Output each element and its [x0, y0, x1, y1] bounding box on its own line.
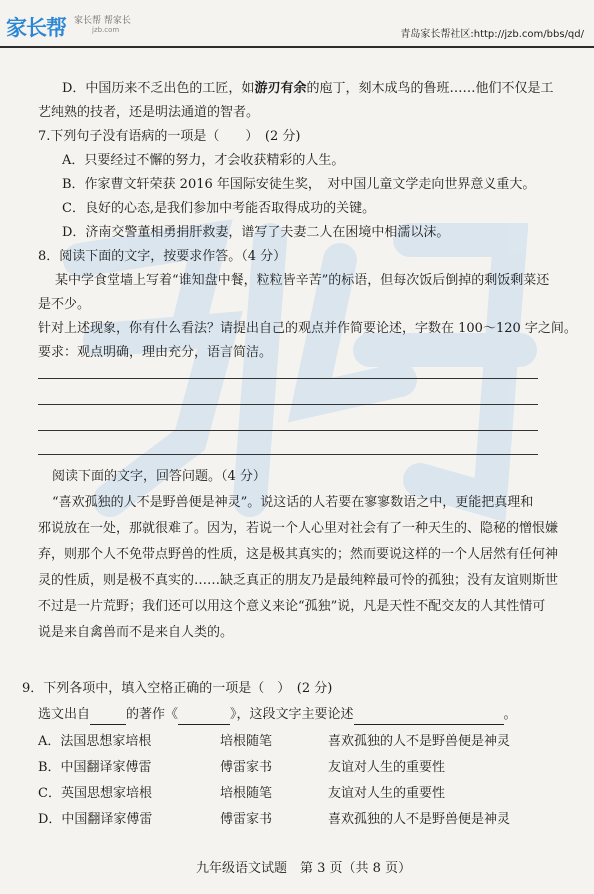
- q6-option-d-line2: 艺纯熟的技者，还是明法通道的智者。: [38, 105, 260, 120]
- q6d-text-a: D．中国历来不乏出色的工匠，如: [62, 81, 255, 96]
- answer-line[interactable]: [38, 404, 538, 405]
- q9-option-c-theme: 友谊对人生的重要性: [328, 786, 446, 801]
- q9-option-d-book: 傅雷家书: [220, 812, 273, 827]
- q9-option-d-label: D．中国翻译家傅雷: [38, 812, 153, 827]
- q8-para3: 要求：观点明确，理由充分，语言简洁。: [38, 345, 273, 360]
- reading-line: 邪说放在一处，那就很难了。因为，若说一个人心里对社会有了一种天生的、隐秘的憎恨嫌: [38, 521, 559, 536]
- q9-stem: 9．下列各项中，填入空格正确的一项是（ ） (2 分): [22, 681, 333, 696]
- answer-line[interactable]: [38, 430, 538, 431]
- q9-blank-author[interactable]: [90, 706, 126, 725]
- q6d-text-bold: 游刃有余: [254, 81, 307, 96]
- header-divider: [0, 46, 594, 48]
- q9-option-c-book: 培根随笔: [220, 786, 273, 801]
- answer-line[interactable]: [38, 454, 538, 455]
- reading-intro: 阅读下面的文字，回答问题。（4 分）: [52, 469, 266, 484]
- reading-line: 说是来自禽兽而不是来自人类的。: [38, 625, 234, 640]
- q6d-text-b: 的庖丁，刻木成鸟的鲁班……他们不仅是工: [306, 81, 554, 96]
- reading-line: “喜欢孤独的人不是野兽便是神灵”。说这话的人若要在寥寥数语之中，更能把真理和: [52, 495, 534, 510]
- q9-option-d-theme: 喜欢孤独的人不是野兽便是神灵: [328, 812, 511, 827]
- page-footer: 九年级语文试题 第 3 页（共 8 页）: [196, 861, 412, 876]
- q7-option-c: C．良好的心态,是我们参加中考能否取得成功的关键。: [62, 201, 376, 216]
- q9-option-a-book: 培根随笔: [220, 734, 273, 749]
- q8-stem: 8．阅读下面的文字，按要求作答。（4 分）: [38, 249, 287, 264]
- q6-option-d-line1: [62, 80, 553, 98]
- site-logo: 家长帮: [6, 16, 66, 40]
- logo-url: jzb.com: [92, 26, 120, 34]
- q7-option-d: D．济南交警董相勇捐肝救妻，谱写了夫妻二人在困境中相濡以沫。: [62, 225, 450, 240]
- q9-blank-book[interactable]: [178, 706, 230, 725]
- q8-para2: 针对上述现象，你有什么看法？请提出自己的观点并作简要论述，字数在 100～120 字之间。: [38, 321, 577, 336]
- reading-line: 不过是一片荒野；我们还可以用这个意义来论“孤独”说，凡是天性不配交友的人其性情可: [38, 599, 546, 614]
- reading-line: 弃，则那个人不免带点野兽的性质，这是极其真实的；然而要说这样的一个人居然有任何神: [38, 547, 559, 562]
- q9-fill-d: 。: [503, 707, 517, 722]
- q9-blank-theme[interactable]: [354, 706, 504, 725]
- reading-line: 灵的性质，则是极不真实的……缺乏真正的朋友乃是最纯粹最可怜的孤独；没有友谊则斯世: [38, 573, 559, 588]
- q7-option-a: A．只要经过不懈的努力，才会收获精彩的人生。: [62, 153, 345, 168]
- q7-option-b: B．作家曹文轩荣获 2016 年国际安徒生奖， 对中国儿童文学走向世界意义重大。: [62, 177, 536, 192]
- logo-slogan: 家长帮 帮家长: [74, 16, 131, 26]
- q9-fill-sentence: [38, 706, 517, 725]
- q9-option-a-label: A．法国思想家培根: [38, 734, 152, 749]
- q9-fill-a: 选文出自: [38, 707, 91, 722]
- q9-option-b-theme: 友谊对人生的重要性: [328, 760, 446, 775]
- q9-option-b-book: 傅雷家书: [220, 760, 273, 775]
- q8-para1-cont: 是不少。: [38, 297, 91, 312]
- q9-option-b-label: B．中国翻译家傅雷: [38, 760, 152, 775]
- q9-option-c-label: C．英国思想家培根: [38, 786, 152, 801]
- q9-fill-c: 》，这段文字主要论述: [230, 707, 354, 722]
- q7-stem: 7.下列句子没有语病的一项是（ ） (2 分): [38, 129, 301, 144]
- q9-fill-b: 的著作《: [126, 707, 179, 722]
- q9-option-a-theme: 喜欢孤独的人不是野兽便是神灵: [328, 734, 511, 749]
- community-link[interactable]: 青岛家长帮社区:http://jzb.com/bbs/qd/: [400, 29, 584, 40]
- q8-para1: 某中学食堂墙上写着“谁知盘中餐，粒粒皆辛苦”的标语，但每次饭后倒掉的剩饭剩菜还: [55, 273, 550, 288]
- answer-line[interactable]: [38, 378, 538, 379]
